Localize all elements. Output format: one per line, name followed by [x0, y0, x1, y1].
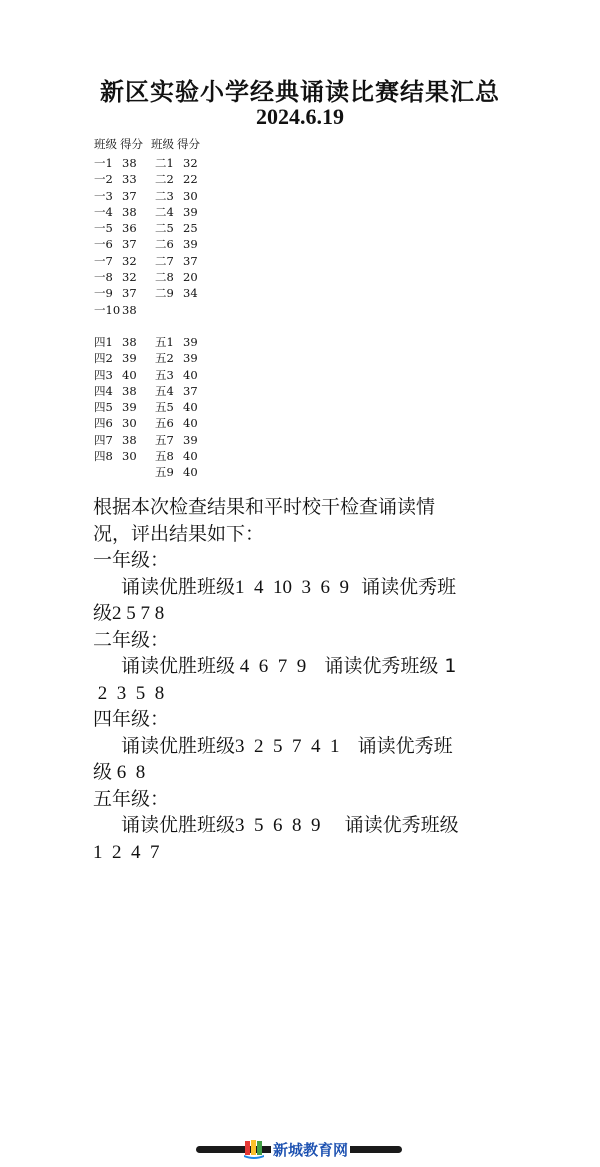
excellent-label: 诵读优秀班 [339, 734, 453, 757]
class-score: 38 [122, 432, 137, 447]
class-score: 39 [122, 400, 137, 415]
table-row [155, 464, 213, 480]
class-name: 二2 [155, 172, 174, 187]
class-name: 二3 [155, 188, 174, 203]
table-row [94, 302, 152, 318]
table-row [94, 171, 152, 187]
class-name: 一3 [94, 188, 113, 203]
class-name: 一6 [94, 237, 113, 252]
table-row [155, 220, 213, 236]
class-name: 五8 [155, 449, 174, 464]
class-score: 40 [183, 400, 198, 415]
table-row [94, 220, 152, 236]
class-score: 40 [183, 465, 198, 480]
class-name: 一10 [94, 302, 121, 317]
grade-name: 一年级： [93, 549, 170, 571]
class-name: 二9 [155, 286, 174, 301]
class-name: 二8 [155, 270, 174, 285]
footer-logo [243, 1136, 350, 1162]
winner-classes: 4 6 7 9 [235, 656, 307, 677]
grade-result-line2 [93, 680, 533, 707]
excellent-classes: 6 8 [112, 762, 146, 783]
summary-intro-line1: 根据本次检查结果和平时校干检查诵读情 [93, 496, 436, 518]
grade-result-line1 [93, 733, 533, 760]
class-score: 37 [122, 237, 137, 252]
class-score: 39 [183, 335, 198, 349]
class-name: 五4 [155, 383, 174, 398]
table-row [94, 415, 152, 431]
class-score: 39 [183, 237, 198, 252]
class-score: 30 [122, 449, 137, 464]
excellent-label-cont: 级 [93, 602, 113, 624]
class-name: 四4 [94, 383, 113, 398]
table-row [94, 236, 152, 252]
table-row [94, 334, 152, 350]
class-name: 四3 [94, 367, 113, 382]
excellent-label-cont: 级 [93, 761, 113, 783]
class-name: 四8 [94, 449, 113, 464]
class-name: 五9 [155, 465, 174, 480]
winner-label: 诵读优胜班级 [121, 734, 236, 757]
grade-result-line1 [93, 812, 533, 839]
class-name: 一4 [94, 204, 113, 219]
table-row [155, 155, 213, 171]
class-score: 39 [122, 351, 137, 366]
table-row [155, 334, 213, 350]
class-name: 一9 [94, 286, 113, 301]
class-score: 32 [122, 270, 137, 285]
class-name: 四6 [94, 416, 113, 431]
class-score: 39 [183, 204, 198, 219]
summary-intro-line2: 况，评出结果如下： [93, 522, 265, 545]
class-name: 一1 [94, 156, 113, 170]
winner-classes: 1 4 10 3 6 9 [235, 576, 350, 598]
table-row [94, 367, 152, 383]
grade2-scores [155, 155, 213, 302]
grade4-scores [94, 334, 152, 464]
grade-result-line1 [93, 653, 533, 680]
class-name: 五2 [155, 351, 174, 366]
class-name: 五3 [155, 367, 174, 382]
table-row [94, 399, 152, 415]
class-score: 37 [122, 286, 137, 301]
header-class: 班级 [151, 137, 174, 151]
class-name: 四5 [94, 400, 113, 415]
excellent-label: 诵读优秀班级 1 [306, 655, 457, 677]
table-row [155, 269, 213, 285]
winner-label: 诵读优胜班级 [121, 814, 236, 836]
grade-name: 二年级： [93, 628, 170, 651]
grade-result-line2 [93, 600, 533, 627]
class-score: 32 [183, 156, 198, 170]
score-table-grade1 [94, 136, 143, 152]
class-name: 五7 [155, 432, 174, 447]
class-name: 二1 [155, 156, 174, 170]
class-score: 38 [122, 204, 137, 219]
page-date: 2024.6.19 [256, 104, 344, 129]
table-header [94, 136, 143, 152]
class-score: 37 [122, 188, 137, 203]
class-name: 五5 [155, 400, 174, 415]
grade1-scores [94, 155, 152, 318]
class-score: 37 [183, 253, 198, 268]
book-icon [243, 1139, 265, 1159]
class-name: 二7 [155, 253, 174, 268]
table-row [155, 415, 213, 431]
class-name: 五1 [155, 335, 174, 349]
winner-classes: 3 5 6 8 9 [235, 815, 321, 836]
table-row [155, 236, 213, 252]
class-name: 二5 [155, 221, 174, 236]
class-name: 四2 [94, 351, 113, 366]
winner-label: 诵读优胜班级 [121, 575, 236, 598]
grade-name: 四年级： [93, 708, 170, 730]
table-row [155, 171, 213, 187]
class-name: 四1 [94, 335, 113, 349]
class-score: 34 [183, 286, 198, 301]
excellent-classes: 2 3 5 8 [93, 682, 165, 704]
header-class: 班级 [94, 137, 117, 151]
table-row [155, 399, 213, 415]
table-row [155, 253, 213, 269]
table-row [94, 155, 152, 171]
table-row [155, 204, 213, 220]
class-score: 32 [122, 253, 137, 268]
class-score: 40 [122, 367, 137, 382]
class-score: 25 [183, 221, 198, 236]
table-row [94, 253, 152, 269]
class-name: 五6 [155, 416, 174, 431]
table-row [155, 188, 213, 204]
class-score: 38 [122, 302, 137, 317]
table-header [151, 136, 200, 152]
class-score: 40 [183, 416, 198, 431]
class-score: 40 [183, 449, 198, 464]
grade5-scores [155, 334, 213, 481]
summary-section [93, 494, 533, 865]
header-score: 得分 [120, 137, 143, 151]
table-row [155, 350, 213, 366]
excellent-label: 诵读优秀班 [349, 575, 457, 598]
class-score: 38 [122, 156, 137, 170]
header-score: 得分 [177, 137, 200, 151]
class-name: 四7 [94, 432, 113, 447]
class-score: 39 [183, 351, 198, 366]
class-score: 38 [122, 335, 137, 349]
class-score: 37 [183, 383, 198, 398]
grade-name: 五年级： [93, 787, 170, 810]
class-name: 一5 [94, 221, 113, 236]
class-score: 38 [122, 383, 137, 398]
class-name: 二6 [155, 237, 174, 252]
table-row [155, 383, 213, 399]
table-row [94, 350, 152, 366]
score-table-grade2 [151, 136, 200, 152]
class-name: 一8 [94, 270, 113, 285]
class-score: 39 [183, 432, 198, 447]
grade-result-line1 [93, 574, 533, 601]
grade-result-line2 [93, 839, 533, 866]
table-row [94, 383, 152, 399]
table-row [155, 285, 213, 301]
table-row [155, 367, 213, 383]
winner-label: 诵读优胜班级 [121, 655, 236, 677]
class-score: 30 [122, 416, 137, 431]
winner-classes: 3 2 5 7 4 1 [235, 735, 340, 757]
class-name: 一2 [94, 172, 113, 187]
class-score: 22 [183, 172, 198, 187]
class-score: 36 [122, 221, 137, 236]
table-row [155, 432, 213, 448]
site-name: 新城教育网 [273, 1140, 349, 1159]
excellent-classes: 1 2 4 7 [93, 841, 160, 863]
grade-result-line2 [93, 759, 533, 786]
class-score: 20 [183, 270, 198, 285]
table-row [94, 204, 152, 220]
page-title: 新区实验小学经典诵读比赛结果汇总 [100, 78, 500, 106]
class-score: 33 [122, 172, 137, 187]
class-score: 30 [183, 188, 198, 203]
excellent-label: 诵读优秀班级 [320, 814, 459, 836]
table-row [155, 448, 213, 464]
table-row [94, 432, 152, 448]
table-row [94, 285, 152, 301]
table-row [94, 448, 152, 464]
excellent-classes: 2 5 7 8 [112, 603, 165, 624]
table-row [94, 269, 152, 285]
class-name: 一7 [94, 253, 113, 268]
class-score: 40 [183, 367, 198, 382]
table-row [94, 188, 152, 204]
class-name: 二4 [155, 204, 174, 219]
